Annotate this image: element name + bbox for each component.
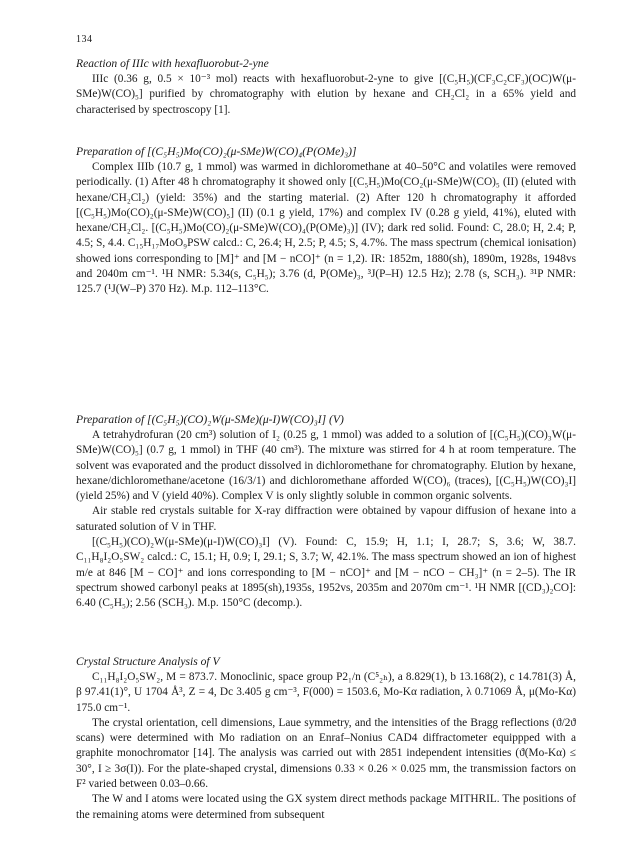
section-heading: Reaction of IIIc with hexafluorobut-2-yne [76, 57, 269, 70]
paragraph: IIIc (0.36 g, 0.5 × 10⁻³ mol) reacts with hexafluorobut-2-yne to give [(C₅H₅)(CF₃C₂CF₃)(OC)W(μ-SMe)W(CO)₅] purified by chromatography with elution by hexane and CH₂Cl₂ in a 65% yield and characterised by spectroscopy [1]. [76, 73, 576, 116]
paragraph: A tetrahydrofuran (20 cm³) solution of I₂ (0.25 g, 1 mmol) was added to a solution of [(C₅H₅)(CO)₃W(μ-SMe)W(CO)₅] (0.7 g, 1 mmol) in THF (40 cm³). The mixture was stirred for 4 h at room temperature. The solvent was evaporated and the product dissolved in dichloromethane for chromatography. Elution by hexane, hexane/dichloromethane/acetone (16/3/1) and dichloromethane afforded W(CO)₆ (traces), [(C₅H₅)W(CO)₃I] (yield 25%) and V (yield 40%). Complex V is only slightly soluble in common organic solvents. [76, 429, 576, 503]
paragraph: C₁₁H₈I₂O₅SW₂, M = 873.7. Monoclinic, space group P2₁/n (C⁵₂ₕ), a 8.829(1), b 13.168(2), c 14.781(3) Å, β 97.41(1)°, U 1704 Å³, Z = 4, Dc 3.405 g cm⁻³, F(000) = 1503.6, Mo-Kα radiation, λ 0.71069 Å, μ(Mo-Kα) 175.0 cm⁻¹. [76, 671, 576, 714]
section-heading: Preparation of [(C₅H₅)(CO)₂W(μ-SMe)(μ-I)W(CO)₃I] (V) [76, 413, 344, 426]
paragraph: The crystal orientation, cell dimensions, Laue symmetry, and the intensities of the Bragg reflections (ϑ/2ϑ scans) were determined with Mo radiation on an Enraf–Nonius CAD4 diffractometer equippped with a graphite monochromator [14]. The analysis was carried out with 2851 independent intensities (ϑ(Mo-Kα) ≤ 30°, I ≥ 3σ(I)). For the plate-shaped crystal, dimensions 0.33 × 0.26 × 0.025 mm, the transmission factors on F² varied between 0.03–0.66. [76, 716, 576, 791]
paragraph: The W and I atoms were located using the GX system direct methods package MITHRIL. The positions of the remaining atoms were determined from subsequent [76, 793, 576, 821]
section-preparation-iv [76, 144, 576, 298]
paragraph: Air stable red crystals suitable for X-ray diffraction were obtained by vapour diffusion of hexane into a saturated solution of V in THF. [76, 505, 576, 533]
paragraph: [(C₅H₅)(CO)₂W(μ-SMe)(μ-I)W(CO)₃I] (V). Found: C, 15.9; H, 1.1; I, 28.7; S, 3.6; W, 38.7. C₁₁H₈I₂O₅SW₂ calcd.: C, 15.1; H, 0.9; I, 29.1; S, 3.7; W, 42.1%. The mass spectrum showed an ion of highest m/e at 846 [M − CO]⁺ and ions corresponding to [M − nCO]⁺ and [M − nCO − CH₃]⁺ (n = 2–5). The IR spectrum showed carbonyl peaks at 1895(sh),1935s, 1952vs, 2035m and 2070m cm⁻¹. ¹H NMR [(CD₃)₂CO]: 6.40 (C₅H₅); 2.56 (SCH₃). M.p. 150°C (decomp.). [76, 536, 576, 610]
section-heading: Crystal Structure Analysis of V [76, 655, 220, 668]
paragraph: Complex IIIb (10.7 g, 1 mmol) was warmed in dichloromethane at 40–50°C and volatiles were removed periodically. (1) After 48 h chromatography it showed only [(C₅H₅)Mo(CO₂(μ-SMe)W(CO)₅ (II) (eluted with hexane/CH₂Cl₂) (yield: 35%) and the starting material. (2) After 120 h chromatography it afforded [(C₅H₅)Mo(CO)₂(μ-SMe)W(CO)₅] (II) (0.1 g yield, 17%) and complex IV (0.28 g yield, 41%), eluted with hexane/CH₂Cl₂. [(C₅H₅)Mo(CO)₂(μ-SMe)W(CO)₄(P(OMe)₃)] (IV); dark red solid. Found: C, 28.0; H, 2.4; P, 4.5; S, 4.4. C₁₅H₁₇MoO₉PSW calcd.: C, 26.4; H, 2.5; P, 4.5; S, 4.7%. The mass spectrum (chemical ionisation) showed ions corresponding to [M]⁺ and [M − nCO]⁺ (n = 1,2). IR: 1852m, 1880(sh), 1890m, 1928s, 1948vs and 2040m cm⁻¹. ¹H NMR: 5.34(s, C₅H₅); 3.76 (d, P(OMe)₃, ³J(P–H) 12.5 Hz); 2.78 (s, SCH₃). ³¹P NMR: 125.7 (¹J(W–P) 370 Hz). M.p. 112–113°C. [76, 161, 576, 296]
section-crystal-structure [76, 654, 576, 823]
section-reaction-iiic [76, 56, 576, 118]
journal-page [76, 0, 576, 864]
section-heading: Preparation of [(C₅H₅)Mo(CO)₂(μ-SMe)W(CO)₄(P(OMe)₃)] [76, 145, 357, 158]
page-number: 134 [76, 34, 93, 45]
section-preparation-v [76, 412, 576, 612]
